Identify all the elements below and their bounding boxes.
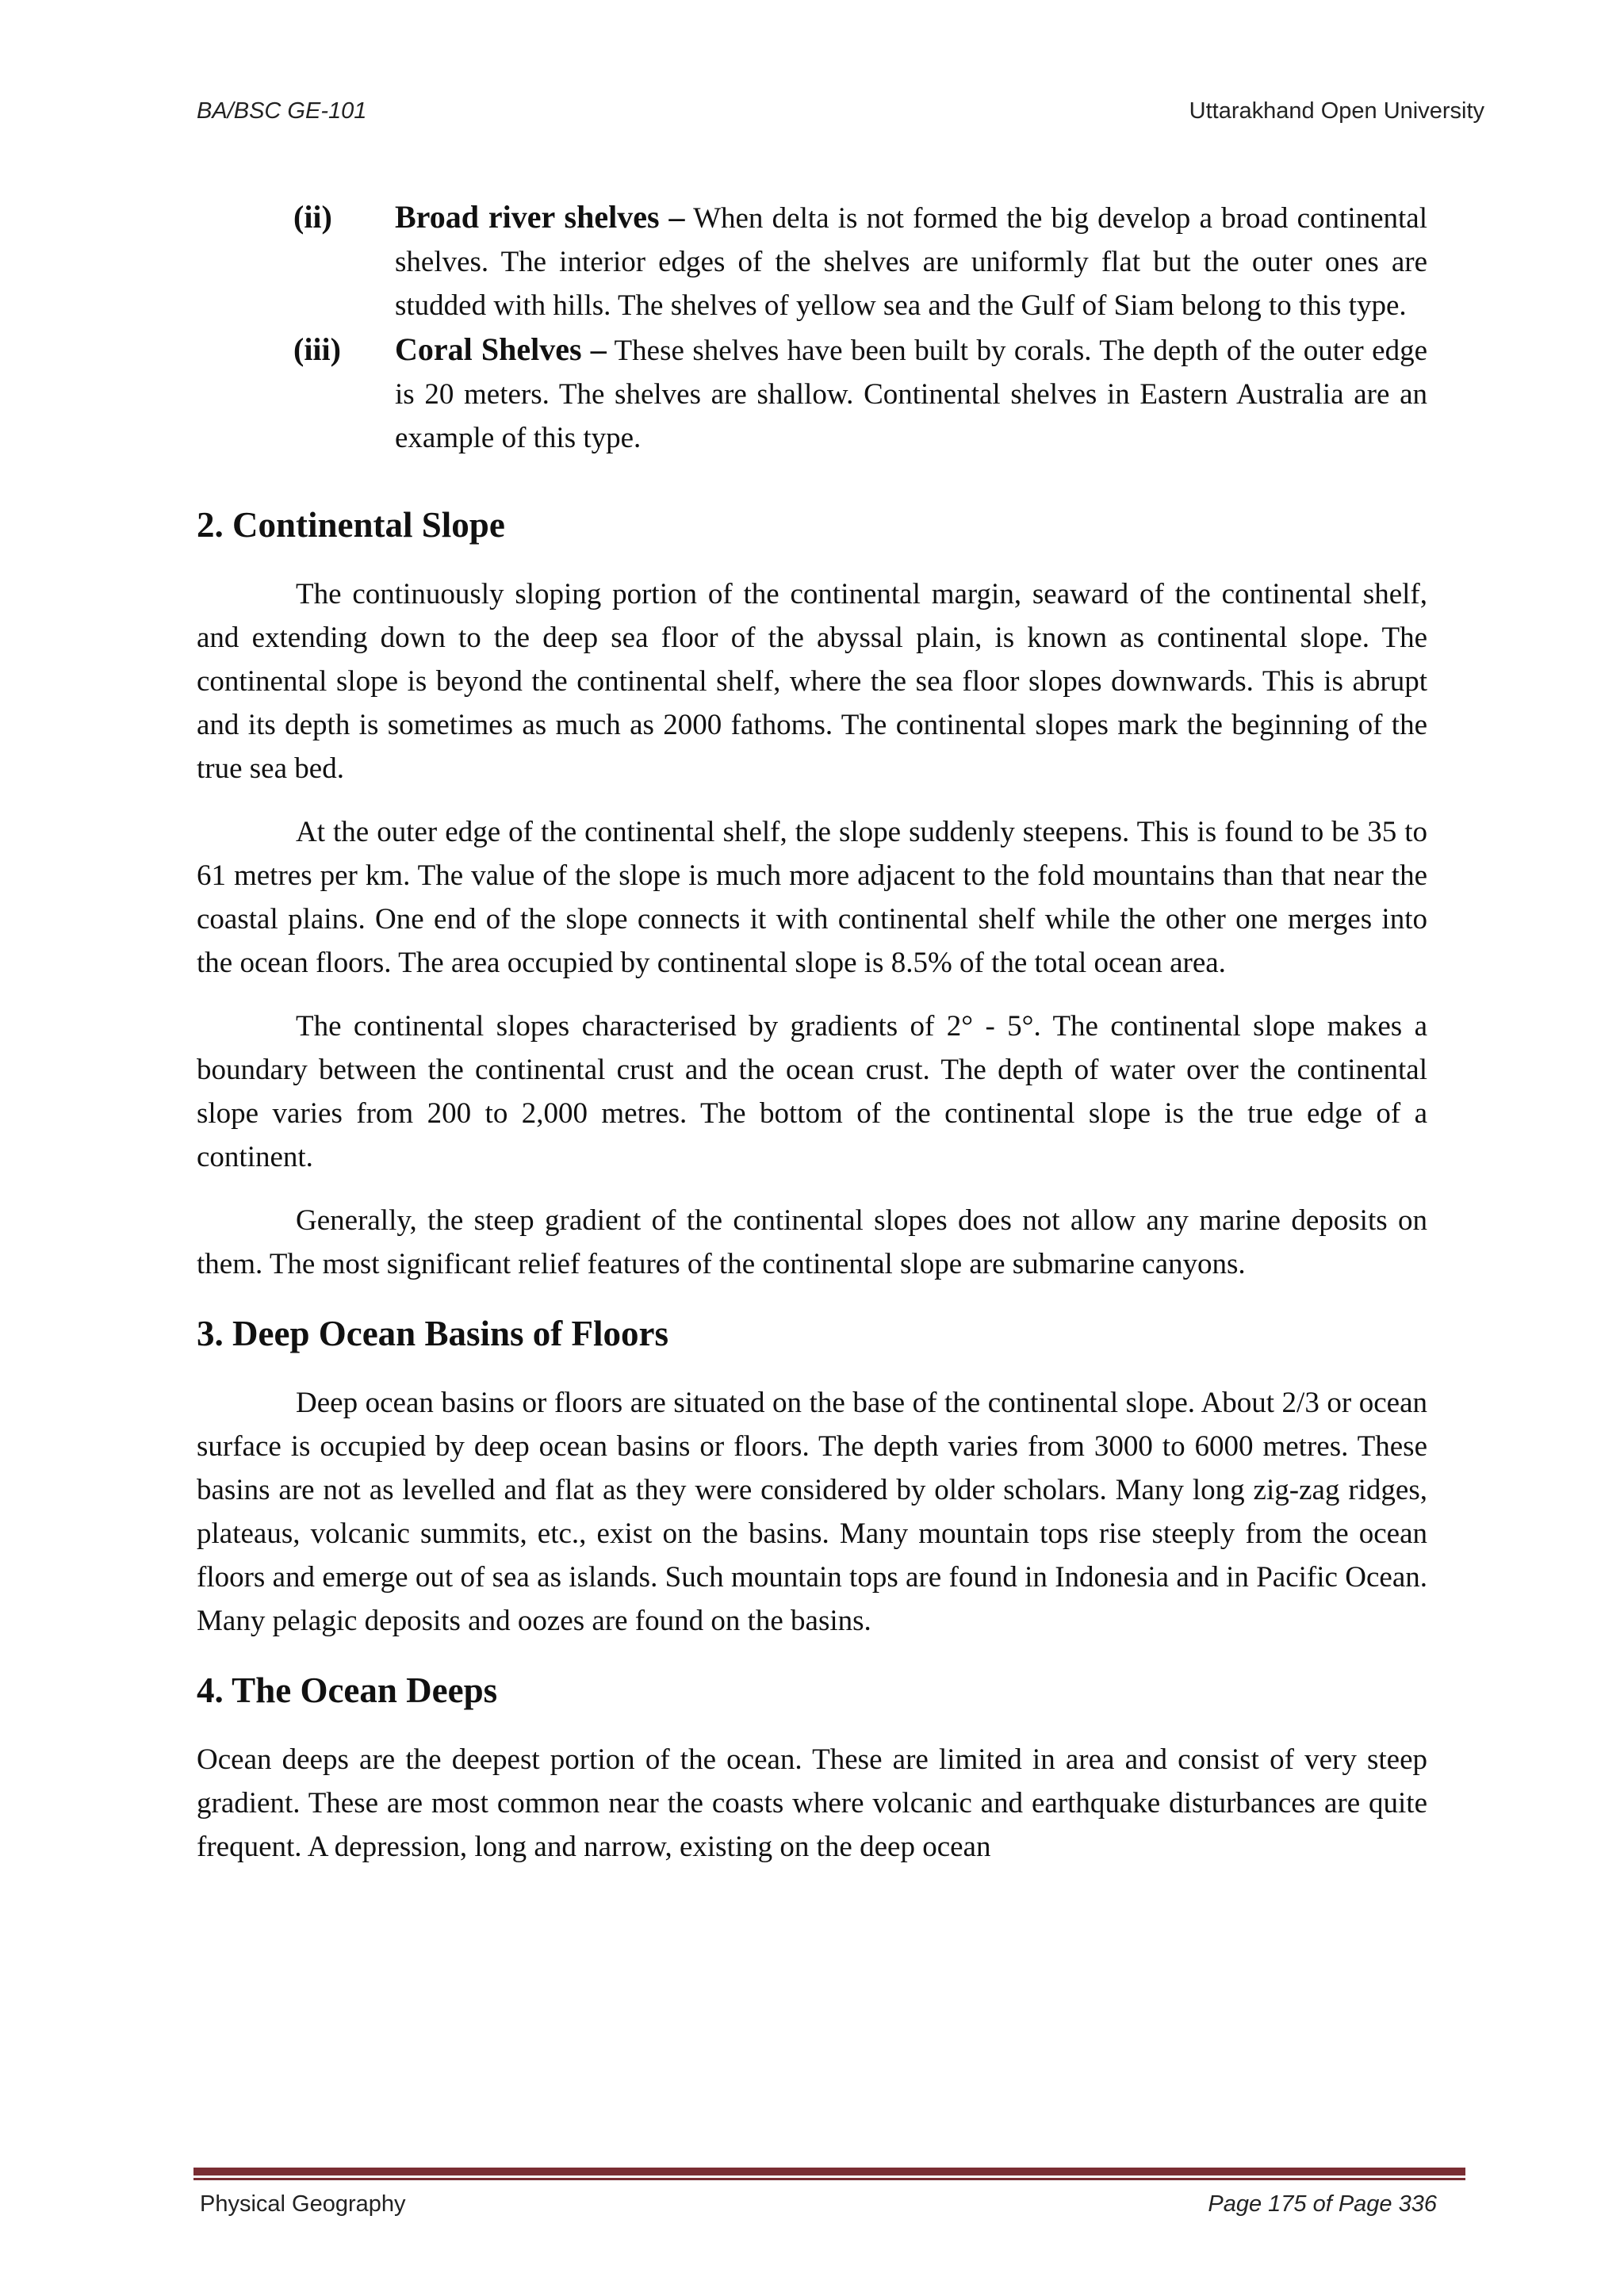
footer-subject: Physical Geography <box>200 2191 406 2217</box>
page-header <box>197 98 1484 130</box>
section-heading-deep-ocean-basins: 3. Deep Ocean Basins of Floors <box>197 1314 668 1353</box>
section-heading-ocean-deeps: 4. The Ocean Deeps <box>197 1670 498 1710</box>
footer-rule-thin <box>193 2178 1465 2180</box>
paragraph: Generally, the steep gradient of the continental slopes does not allow any marine deposits on them. The most significant relief features of the continental slope are submarine canyons. <box>197 1204 1427 1280</box>
list-number: (ii) <box>293 199 332 235</box>
list-item-coral-shelves <box>197 327 1427 460</box>
page-number: Page 175 of Page 336 <box>1208 2191 1437 2217</box>
institution-name: Uttarakhand Open University <box>1189 98 1484 124</box>
page-content <box>197 195 1427 1888</box>
paragraph: At the outer edge of the continental shelf, the slope suddenly steepens. This is found to be 35 to 61 metres per km. The value of the slope is much more adjacent to the fold mountains than that near the coastal plains. One end of the slope connects it with continental shelf while the other one merges into the ocean floors. The area occupied by continental slope is 8.5% of the total ocean area. <box>197 816 1427 979</box>
footer-rule <box>193 2168 1465 2175</box>
paragraph: Deep ocean basins or floors are situated on the base of the continental slope. About 2/3 or ocean surface is occupied by deep ocean basins or floors. The depth varies from 3000 to 6000 metres. These basins are not as levelled and flat as they were considered by older scholars. Many long zig-zag ridges, plateaus, volcanic summits, etc., exist on the basins. Many mountain tops rise steeply from the ocean floors and emerge out of sea as islands. Such mountain tops are found in Indonesia and in Pacific Ocean. Many pelagic deposits and oozes are found on the basins. <box>197 1387 1427 1637</box>
section-heading-continental-slope: 2. Continental Slope <box>197 505 505 545</box>
list-item-broad-river-shelves <box>197 195 1427 327</box>
paragraph: The continental slopes characterised by gradients of 2° - 5°. The continental slope makes a boundary between the continental crust and the ocean crust. The depth of water over the continental slope varies from 200 to 2,000 metres. The bottom of the continental slope is the true edge of a continent. <box>197 1010 1427 1173</box>
list-number: (iii) <box>293 331 341 367</box>
list-text: When delta is not formed the big develop a broad continental shelves. The interior edges of the shelves are uniformly flat but the outer ones are studded with hills. The shelves of yellow sea and the Gulf of Siam belong to this type. <box>395 202 1428 322</box>
list-term: Broad river shelves – <box>395 199 685 235</box>
course-code: BA/BSC GE-101 <box>197 98 367 124</box>
paragraph: The continuously sloping portion of the continental margin, seaward of the continental shelf, and extending down to the deep sea floor of the abyssal plain, is known as continental slope. The continental slope is beyond the continental shelf, where the sea floor slopes downwards. This is abrupt and its depth is sometimes as much as 2000 fathoms. The continental slopes mark the beginning of the true sea bed. <box>197 578 1427 785</box>
list-term: Coral Shelves – <box>395 331 607 367</box>
list-text: These shelves have been built by corals. The depth of the outer edge is 20 meters. The shelves are shallow. Continental shelves in Eastern Australia are an example of this type. <box>395 335 1428 454</box>
paragraph: Ocean deeps are the deepest portion of the ocean. These are limited in area and consist of very steep gradient. These are most common near the coasts where volcanic and earthquake disturbances are quite frequent. A depression, long and narrow, existing on the deep ocean <box>197 1743 1427 1863</box>
page-footer <box>200 2191 1437 2223</box>
